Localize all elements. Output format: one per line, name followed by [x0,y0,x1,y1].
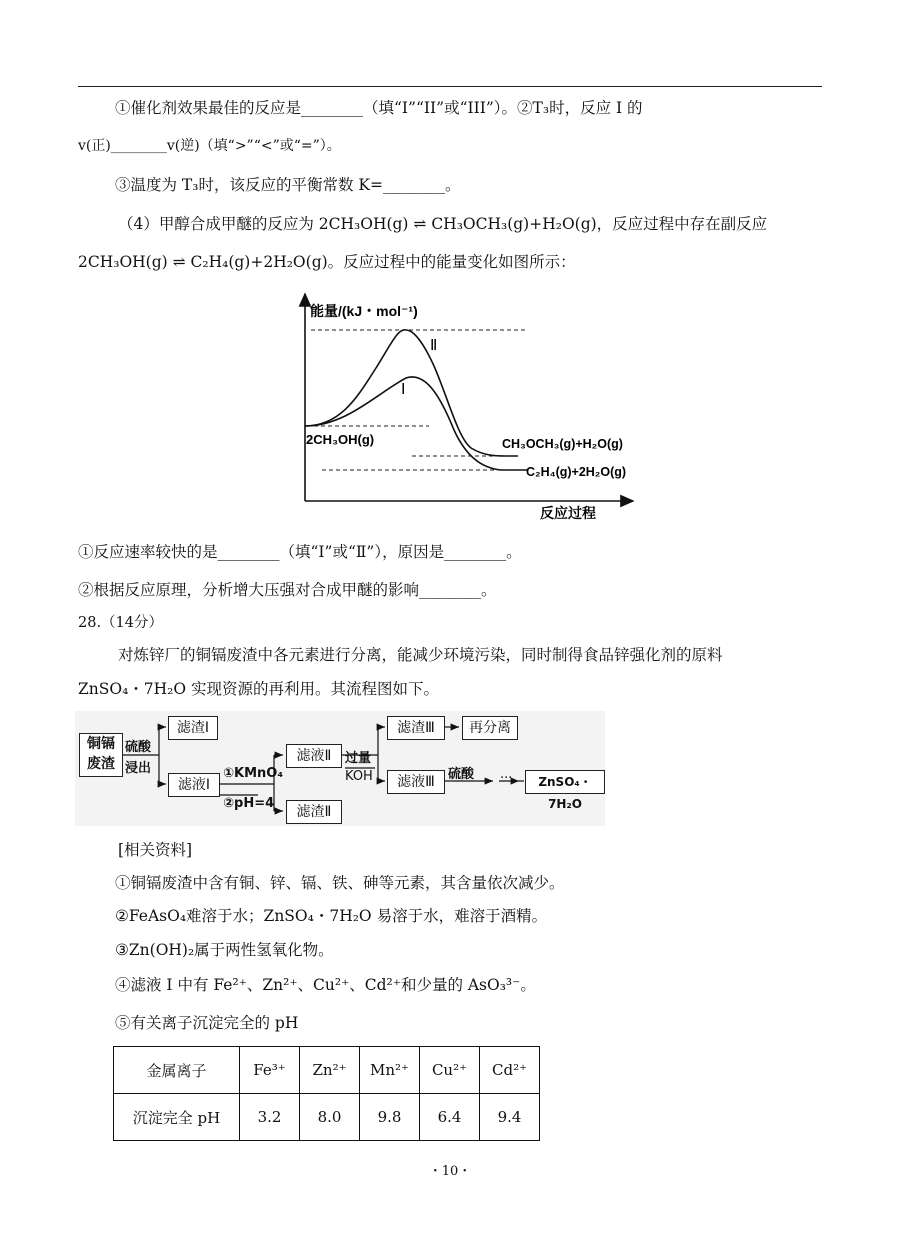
step-kmno4-label: ①KMnO₄ [223,766,284,781]
question-line-9: 对炼锌厂的铜镉废渣中各元素进行分离，能减少环境污染，同时制得食品锌强化剂的原料 [118,646,723,664]
question-line-4: （4）甲醇合成甲醚的反应为 2CH₃OH(g) ⇌ CH₃OCH₃(g)+H₂O(g)，反应过程中存在副反应 [118,215,768,233]
table-cell: Cu²⁺ [420,1047,480,1094]
question-line-5: 2CH₃OH(g) ⇌ C₂H₄(g)+2H₂O(g)。反应过程中的能量变化如图所示： [78,253,576,271]
reference-4: ④滤液 I 中有 Fe²⁺、Zn²⁺、Cu²⁺、Cd²⁺和少量的 AsO₃³⁻。 [115,976,536,994]
residue-2-box: 滤渣Ⅱ [286,800,342,824]
table-cell: Cd²⁺ [480,1047,540,1094]
table-cell: 8.0 [300,1094,360,1141]
question-line-10: ZnSO₄・7H₂O 实现资源的再利用。其流程图如下。 [78,680,440,698]
reference-2: ②FeAsO₄难溶于水；ZnSO₄・7H₂O 易溶于水，难溶于酒精。 [115,907,548,925]
question-line-2: v(正)________v(逆)（填“>”“<”或“=”）。 [78,138,341,154]
question-line-6: ①反应速率较快的是________（填“Ⅰ”或“Ⅱ”），原因是________。 [78,543,522,561]
top-rule [78,86,822,87]
table-cell: Fe³⁺ [240,1047,300,1094]
energy-diagram [296,286,646,526]
raw-material-box: 铜镉 废渣 [79,733,123,777]
residue-3-box: 滤渣Ⅲ [387,716,445,740]
table-cell: 6.4 [420,1094,480,1141]
question-line-1: ①催化剂效果最佳的反应是________（填“I”“II”或“III”）。②T₃时，反应 I 的 [115,99,643,117]
product1-label: CH₃OCH₃(g)+H₂O(g) [502,437,623,451]
filtrate-1-box: 滤液Ⅰ [168,773,220,797]
question-line-7: ②根据反应原理，分析增大压强对合成甲醚的影响________。 [78,581,497,599]
curve-I-label: Ⅰ [401,381,406,398]
step-ph-label: ②pH=4 [223,796,275,811]
precipitation-ph-table [113,1046,540,1141]
table-cell: Zn²⁺ [300,1047,360,1094]
sulfuric-acid-label: 硫酸 [448,767,475,782]
leach-reagent-label: 硫酸 [125,740,152,755]
curve-II-label: Ⅱ [430,337,438,354]
reactant-label: 2CH₃OH(g) [306,432,375,447]
table-cell: 3.2 [240,1094,300,1141]
y-axis-label: 能量/(kJ・mol⁻¹) [310,303,418,319]
residue-1-box: 滤渣Ⅰ [168,716,218,740]
table-cell: Mn²⁺ [360,1047,420,1094]
leach-step-label: 浸出 [125,761,152,776]
table-cell: 9.8 [360,1094,420,1141]
reference-1: ①铜镉废渣中含有铜、锌、镉、铁、砷等元素，其含量依次减少。 [115,874,565,892]
table-cell: 沉淀完全 pH [114,1094,240,1141]
table-row [114,1094,540,1141]
question-28-heading: 28.（14分） [78,615,164,631]
process-flowchart [75,711,605,826]
table-row [114,1047,540,1094]
re-separate-box: 再分离 [462,716,518,740]
reference-5: ⑤有关离子沉淀完全的 pH [115,1014,299,1032]
product-box: ZnSO₄・7H₂O [525,770,605,794]
question-line-3: ③温度为 T₃时，该反应的平衡常数 K=________。 [115,176,461,194]
koh-amount-label: 过量 [345,751,372,766]
filtrate-3-box: 滤液Ⅲ [387,770,445,794]
x-axis-label: 反应过程 [540,505,596,521]
product2-label: C₂H₄(g)+2H₂O(g) [526,465,627,479]
table-cell: 9.4 [480,1094,540,1141]
koh-label: KOH [345,769,373,784]
page-number: ・10・ [428,1164,472,1179]
reference-3: ③Zn(OH)₂属于两性氢氧化物。 [115,941,334,959]
table-cell: 金属离子 [114,1047,240,1094]
filtrate-2-box: 滤液Ⅱ [286,744,342,768]
references-heading: [相关资料] [118,841,193,859]
ellipsis-label: ··· [500,771,513,786]
